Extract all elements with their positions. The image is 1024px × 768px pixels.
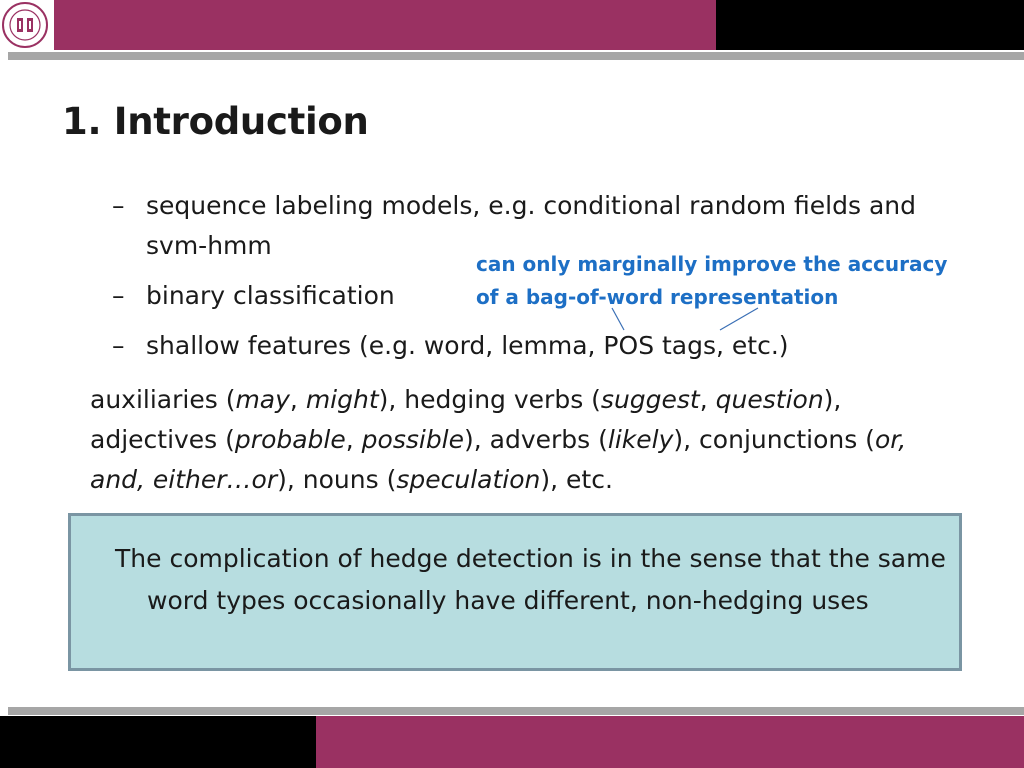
bullet-text: sequence labeling models, e.g. conditional random fields and svm-hmm xyxy=(146,191,916,260)
slide-title: 1. Introduction xyxy=(62,100,369,143)
highlight-box xyxy=(68,513,962,671)
para-example: or, and, either…or xyxy=(90,425,907,494)
para-text: ), nouns ( xyxy=(277,465,397,494)
header-divider xyxy=(8,52,1024,60)
dash-marker: – xyxy=(112,281,125,310)
para-text: ), etc. xyxy=(540,465,613,494)
header-band xyxy=(54,0,716,50)
para-text: , xyxy=(345,425,362,454)
footer-black-band xyxy=(0,716,316,768)
para-text: ), hedging verbs ( xyxy=(378,385,601,414)
para-example: possible xyxy=(361,425,465,454)
callout-line: can only marginally improve the accuracy xyxy=(476,252,948,276)
para-text: , xyxy=(289,385,306,414)
connector-line xyxy=(612,308,624,330)
footer-divider xyxy=(8,707,1024,715)
header-black-band xyxy=(716,0,1024,50)
para-text: ), conjunctions ( xyxy=(673,425,875,454)
para-example: speculation xyxy=(396,465,541,494)
para-text: auxiliaries ( xyxy=(90,385,236,414)
footer-band xyxy=(316,716,1024,768)
dash-marker: – xyxy=(112,331,125,360)
para-text: ), adjectives ( xyxy=(90,385,842,454)
para-example: question xyxy=(715,385,824,414)
para-example: probable xyxy=(234,425,346,454)
bullet-text: binary classification xyxy=(146,281,395,310)
para-example: likely xyxy=(607,425,674,454)
para-text: ), adverbs ( xyxy=(464,425,608,454)
callout-connectors xyxy=(600,300,780,340)
highlight-box-text: The complication of hedge detection is in the sense that the same word types occasionally have different, non-hedging uses xyxy=(115,544,946,615)
para-example: might xyxy=(305,385,379,414)
bullet-item xyxy=(112,326,942,366)
para-example: may xyxy=(235,385,290,414)
para-text: , xyxy=(699,385,716,414)
hedge-cue-paragraph xyxy=(90,380,950,500)
callout-line: of a bag-of-word representation xyxy=(476,285,839,309)
bullet-text: shallow features (e.g. word, lemma, POS tags, etc.) xyxy=(146,331,789,360)
connector-line xyxy=(720,308,758,330)
para-example: suggest xyxy=(600,385,700,414)
university-seal-icon xyxy=(0,0,54,50)
dash-marker: – xyxy=(112,191,125,220)
